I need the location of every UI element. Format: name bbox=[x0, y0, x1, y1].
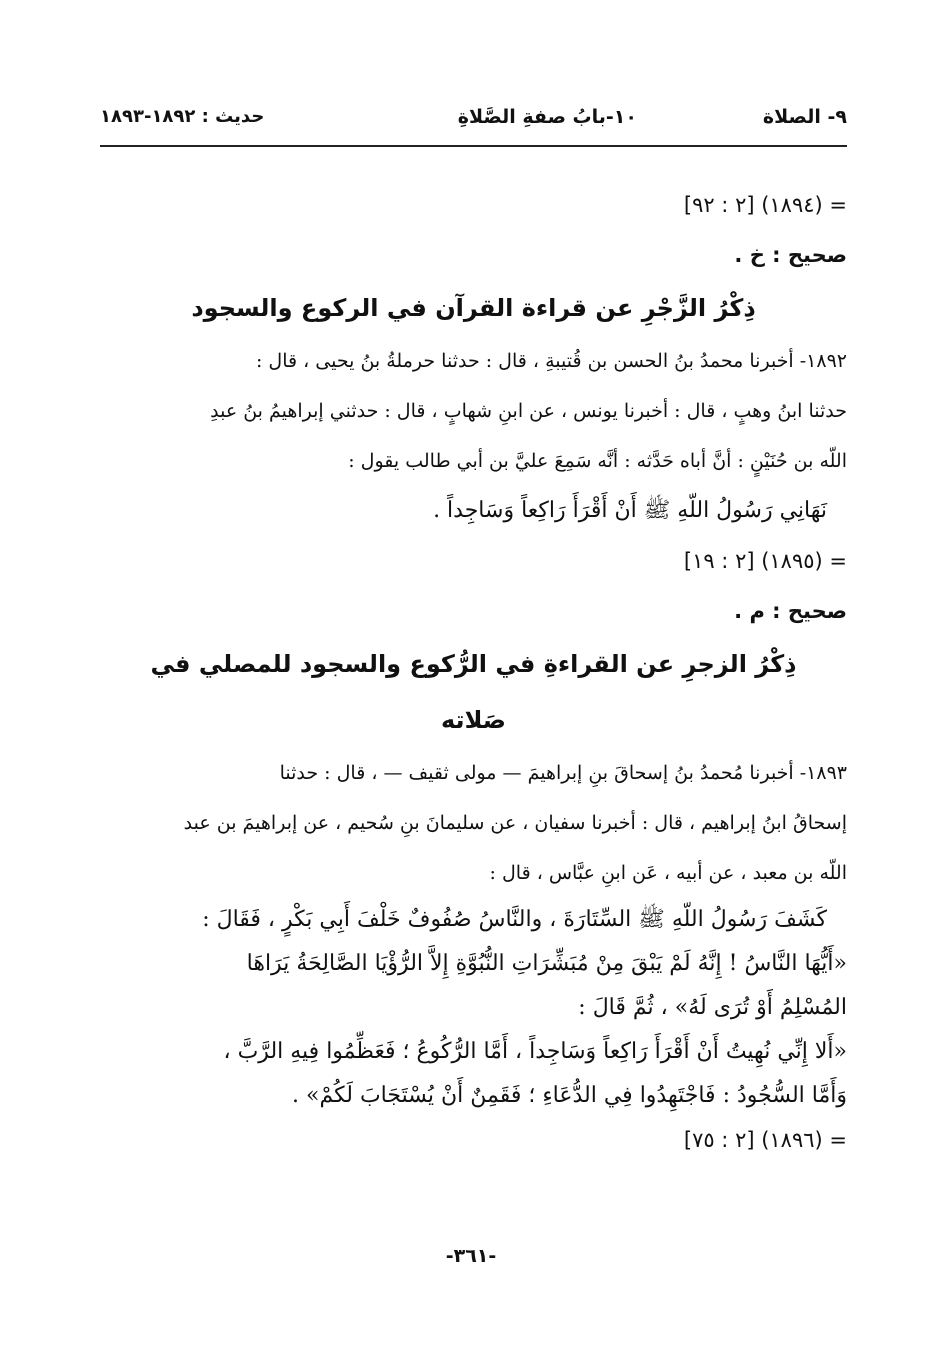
isnad-line: اللّه بن حُنَيْنٍ : أنَّ أباه حَدَّثه : أنَّه سَمِعَ عليَّ بن أبي طالب يقول : bbox=[348, 450, 847, 472]
hadith-text: وَأَمَّا السُّجُودُ : فَاجْتَهِدُوا فِي الدُّعَاءِ ؛ فَقَمِنٌ أَنْ يُسْتَجَابَ لَكُمْ» . bbox=[292, 1083, 847, 1108]
isnad-line: اللّه بن معبد ، عن أبيه ، عَن ابنِ عبَّاس ، قال : bbox=[489, 862, 847, 884]
page-body bbox=[100, 180, 847, 1162]
reference-line: = (١٨٩٤) [٢ : ٩٢] bbox=[683, 193, 847, 217]
bab-label: ١٠-بابُ صفةِ الصَّلاةِ bbox=[457, 106, 637, 128]
chapter-label: ٩- الصلاة bbox=[762, 106, 847, 128]
section-title-continuation: صَلاته bbox=[441, 706, 506, 734]
isnad-line: ١٨٩٢- أخبرنا محمدُ بنُ الحسن بن قُتيبةِ ، قال : حدثنا حرملةُ بنُ يحيى ، قال : bbox=[255, 350, 847, 372]
running-header bbox=[100, 102, 847, 142]
section-title: ذِكْرُ الزَّجْرِ عن قراءة القرآن في الركوع والسجود bbox=[191, 294, 756, 322]
isnad-line: إسحاقُ ابنُ إبراهيم ، قال : أخبرنا سفيان ، عن سليمانَ بنِ سُحيم ، عن إبراهيمَ بن عبد bbox=[183, 812, 847, 834]
isnad-line: حدثنا ابنُ وهبٍ ، قال : أخبرنا يونس ، عن ابنِ شهابٍ ، قال : حدثني إبراهيمُ بنُ عبدِ bbox=[210, 400, 847, 422]
hadith-text: كَشَفَ رَسُولُ اللّهِ ﷺ السِّتَارَةَ ، والنَّاسُ صُفُوفٌ خَلْفَ أَبِي بَكْرٍ ، فَقَالَ : bbox=[202, 907, 827, 932]
grading-line: صحيح : خ . bbox=[734, 243, 847, 267]
hadith-text: نَهَانِي رَسُولُ اللّهِ ﷺ أَنْ أَقْرَأَ رَاكِعاً وَسَاجِداً . bbox=[433, 498, 827, 523]
page-number: -٣٦١- bbox=[445, 1245, 497, 1267]
hadith-range-label: حديث : ١٨٩٢-١٨٩٣ bbox=[100, 106, 265, 127]
hadith-text: «أَيُّهَا النَّاسُ ! إِنَّهُ لَمْ يَبْقَ مِنْ مُبَشِّرَاتِ النُّبُوَّةِ إِلاَّ الرُّؤْيَا الصَّالِحَةُ يَرَاهَا bbox=[246, 951, 847, 976]
reference-line: = (١٨٩٦) [٢ : ٧٥] bbox=[683, 1128, 847, 1152]
section-title: ذِكْرُ الزجرِ عن القراءةِ في الرُّكوع والسجود للمصلي في bbox=[150, 650, 797, 678]
isnad-line: ١٨٩٣- أخبرنا مُحمدُ بنُ إسحاقَ بنِ إبراهيمَ — مولى ثقيف — ، قال : حدثنا bbox=[279, 762, 847, 784]
hadith-text: المُسْلِمُ أَوْ تُرَى لَهُ» ، ثُمَّ قَالَ : bbox=[578, 995, 847, 1020]
hadith-text: «أَلا إِنِّي نُهِيتُ أَنْ أَقْرَأَ رَاكِعاً وَسَاجِداً ، أَمَّا الرُّكُوعُ ؛ فَعَظِّمُوا فِيهِ الرَّبَّ ، bbox=[223, 1039, 847, 1064]
reference-line: = (١٨٩٥) [٢ : ١٩] bbox=[683, 549, 847, 573]
grading-line: صحيح : م . bbox=[734, 599, 847, 623]
header-divider bbox=[100, 145, 847, 147]
